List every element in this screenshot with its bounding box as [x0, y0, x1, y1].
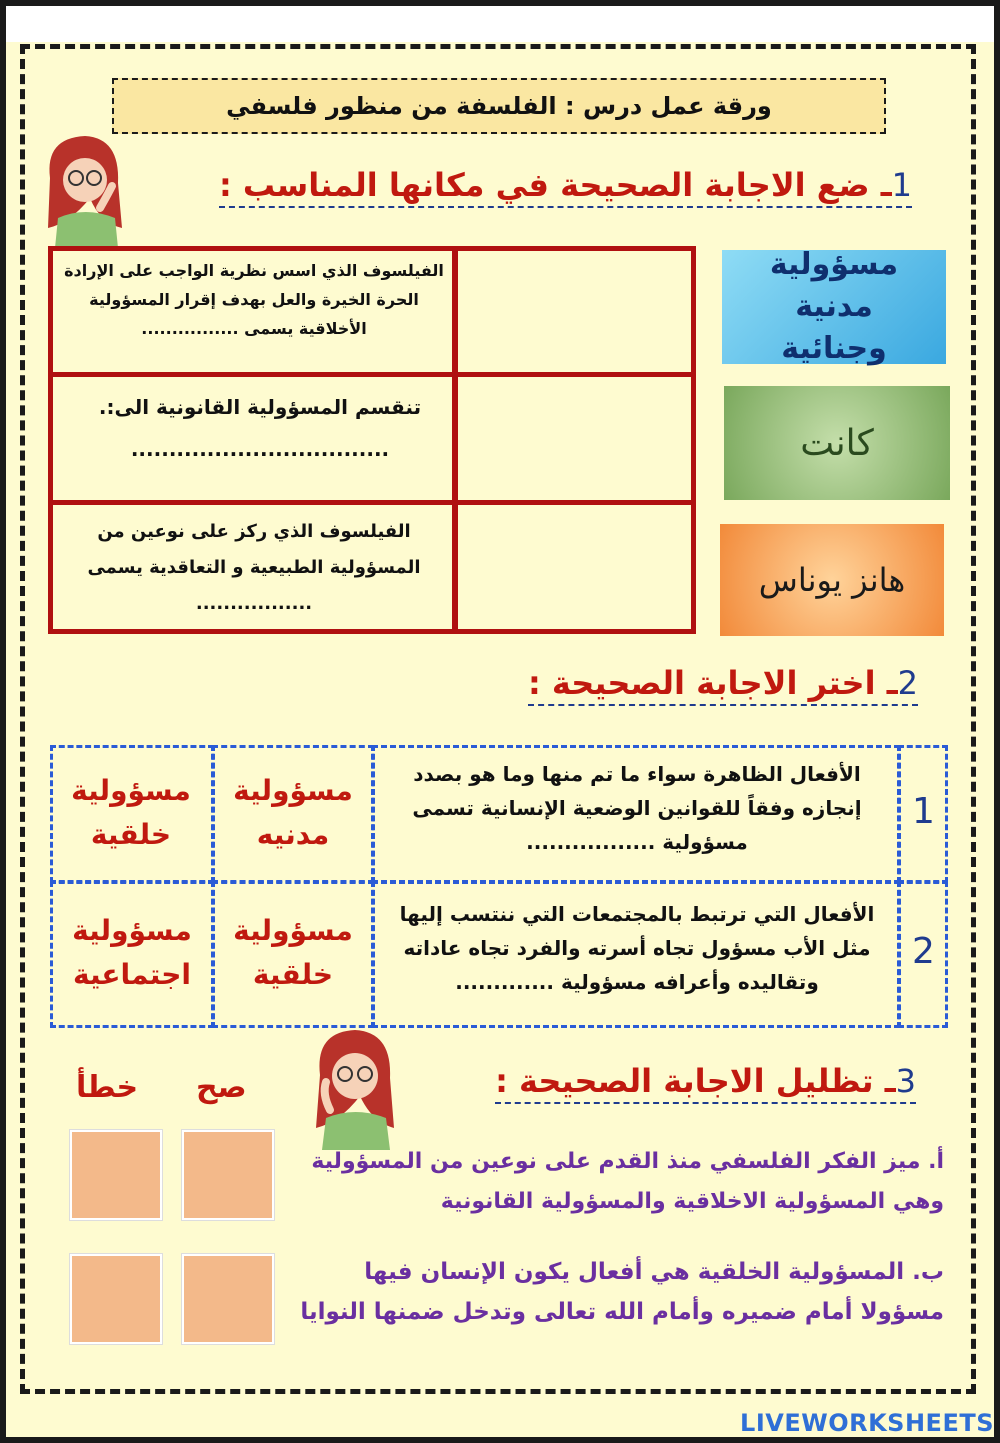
answer-card-hans-jonas[interactable]	[720, 524, 944, 636]
section1-divider	[452, 246, 458, 634]
section2-question: الأفعال الظاهرة سواء ما تم منها وما هو بصدد إنجازه وفقاً للقوانين الوضعية الإنسانية تسمى مسؤولية .................	[412, 762, 862, 854]
section2-underline	[528, 704, 918, 706]
section2-heading-text: ـ اختر الاجابة الصحيحة :	[527, 664, 898, 702]
girl-illustration-icon	[30, 128, 140, 248]
answer-slot-3[interactable]	[462, 509, 690, 627]
section1-underline	[219, 206, 912, 208]
section1-heading-text: ـ ضع الاجابة الصحيحة في مكانها المناسب :	[218, 166, 892, 204]
answer-card-label: كانت	[800, 422, 874, 464]
section2-option-moral[interactable]: مسؤولية خلقية	[233, 914, 353, 991]
section2-option-moral[interactable]: مسؤولية خلقية	[71, 774, 191, 851]
section1-question-2: تنقسم المسؤولية القانونية الى:. ..................................	[98, 395, 422, 461]
section2-grid	[50, 745, 948, 1028]
section1-number: 1	[891, 166, 912, 204]
girl-illustration-icon	[300, 1020, 410, 1150]
section2-row-number: 2	[912, 931, 935, 972]
section1-row-divider	[48, 500, 696, 505]
section3-heading	[495, 1062, 916, 1100]
section3-underline	[495, 1102, 916, 1104]
section2-heading	[528, 664, 918, 702]
top-band	[6, 6, 994, 42]
answer-slot-2[interactable]	[462, 381, 690, 496]
section3-number: 3	[895, 1062, 916, 1100]
answer-card-label: هانز يوناس	[758, 561, 906, 599]
false-box-1[interactable]	[70, 1130, 162, 1220]
section2-row-number: 1	[912, 791, 935, 832]
section2-option-civil[interactable]: مسؤولية مدنيه	[233, 774, 353, 851]
worksheet-title	[112, 78, 886, 134]
answer-slot-1[interactable]	[462, 254, 690, 368]
section3-statement-a: أ. ميز الفكر الفلسفي منذ القدم على نوعين من المسؤولية وهي المسؤولية الاخلاقية والمسؤولية القانونية	[311, 1149, 944, 1214]
true-box-2[interactable]	[182, 1254, 274, 1344]
false-box-2[interactable]	[70, 1254, 162, 1344]
section2-option-social[interactable]: مسؤولية اجتماعية	[72, 914, 192, 991]
worksheet-title-text: ورقة عمل درس : الفلسفة من منظور فلسفي	[226, 92, 772, 120]
true-label: صح	[196, 1070, 247, 1105]
section3-heading-text: ـ تظليل الاجابة الصحيحة :	[495, 1062, 896, 1100]
answer-card-kant[interactable]	[724, 386, 950, 500]
section1-question-1: الفيلسوف الذي اسس نظرية الواجب على الإرادة الحرة الخيرة والعل بهدف إقرار المسؤولية الأخلاقية يسمى ................	[64, 261, 444, 338]
false-label: خطأ	[76, 1070, 139, 1105]
section1-row-divider	[48, 372, 696, 377]
liveworksheets-watermark: LIVEWORKSHEETS	[740, 1409, 994, 1437]
answer-card-civil-criminal[interactable]	[722, 247, 946, 366]
section2-number: 2	[897, 664, 918, 702]
section1-heading	[219, 166, 912, 204]
section2-question: الأفعال التي ترتبط بالمجتمعات التي ننتسب إليها مثل الأب مسؤول تجاه أسرته والفرد تجاه عاداته وتقاليده وأعرافه مسؤولية .............	[399, 902, 875, 994]
answer-card-label: مسؤولية مدنية وجنائية	[769, 247, 899, 366]
true-box-1[interactable]	[182, 1130, 274, 1220]
section1-question-3: الفيلسوف الذي ركز على نوعين من المسؤولية الطبيعية و التعاقدية يسمى .................	[87, 521, 421, 614]
section3-statement-b: ب. المسؤولية الخلقية هي أفعال يكون الإنسان فيها مسؤولا أمام ضميره وأمام الله تعالى وتدخل ضمنها النوايا	[300, 1259, 944, 1325]
